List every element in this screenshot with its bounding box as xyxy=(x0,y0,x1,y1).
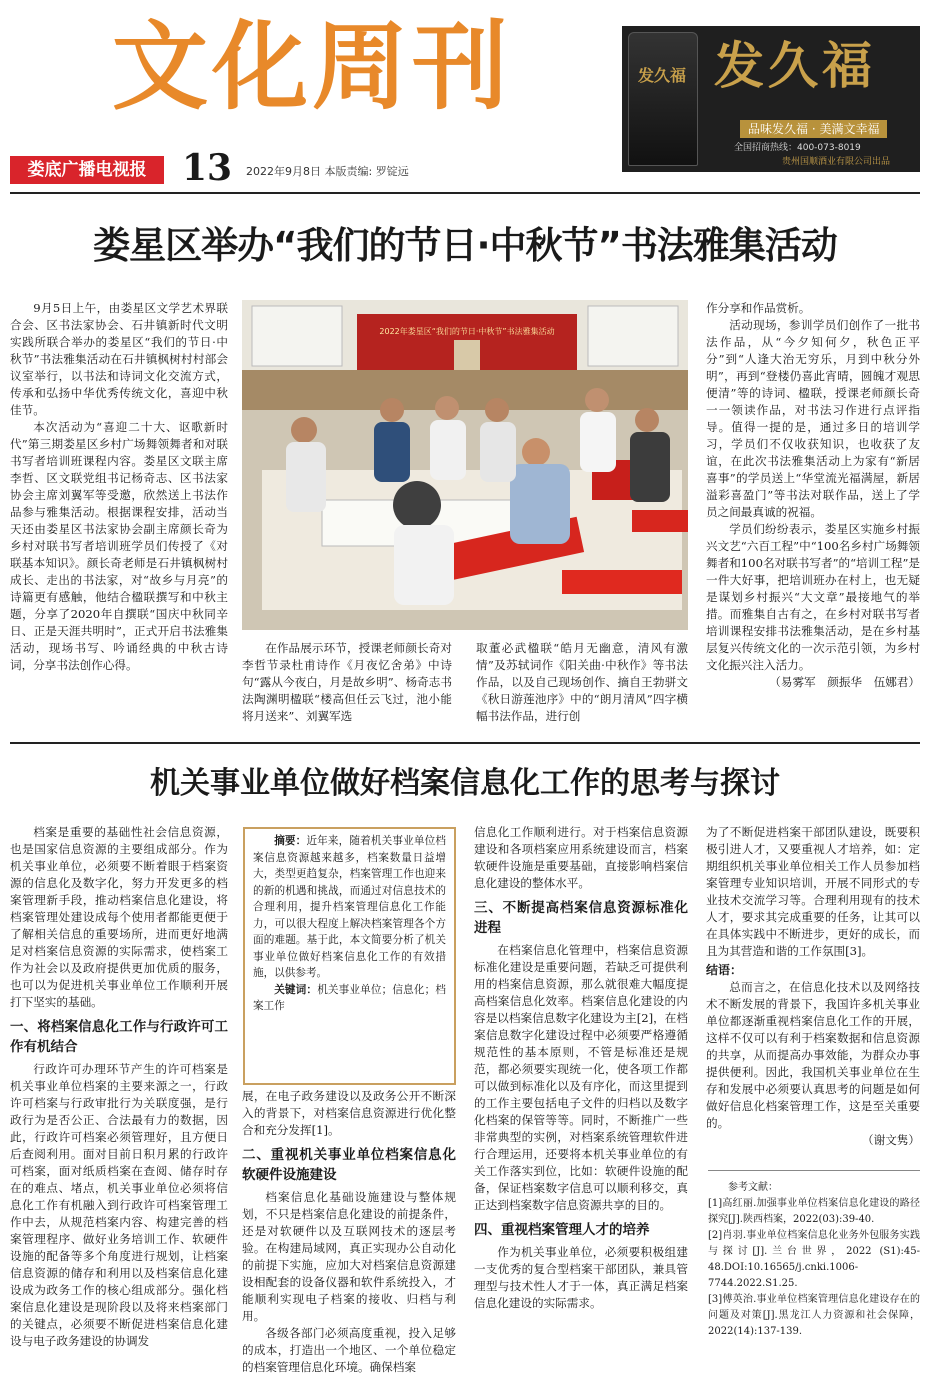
paragraph: 各级各部门必须高度重视，投入足够的成本，打造出一个地区、一个单位稳定的档案管理信息化环境。确保档案 xyxy=(242,1326,456,1374)
abstract-box xyxy=(243,827,456,1085)
paragraph: 总而言之，在信息化技术以及网络技术不断发展的背景下，我国许多机关事业单位都逐渐重视档案信息化工作的开展，这样不仅可以有利于档案数据和信息资源的共享，从而提高办事效能，为群众办事提供便利。因此，我国机关事业单位在生存和发展中必须要认真思考的问题是如何做好信息化档案管理工作，这是至关重要的。 xyxy=(706,980,920,1130)
keywords-text: 机关事业单位；信息化；档案工作 xyxy=(253,983,447,1012)
divider xyxy=(10,192,920,194)
divider xyxy=(708,1170,920,1171)
article2-column-4 xyxy=(706,824,920,1164)
advertisement xyxy=(622,26,920,172)
calligraphy-event-image xyxy=(242,300,688,630)
paragraph: 作为机关事业单位，必须要积极组建一支优秀的复合型档案干部团队，兼具管理型与技术性人才于一体，真正满足档案信息化建设的实际需求。 xyxy=(474,1245,688,1310)
byline: （易雾军 颜振华 伍娜君） xyxy=(769,675,920,689)
section-heading: 一、将档案信息化工作与行政许可工作有机结合 xyxy=(10,1019,228,1055)
ad-slogan: 品味发久福 · 美满文幸福 xyxy=(740,120,887,138)
byline: （谢文隽） xyxy=(862,1133,920,1147)
article1-column-1 xyxy=(10,300,228,730)
paragraph: 在作品展示环节，授课老师颜长奇对李哲节录杜甫诗作《月夜忆舍弟》中诗句“露从今夜白，月是故乡明”、杨奇志书法陶渊明楹联“楼高但任云飞过，池小能将月送来”、刘翼军选 xyxy=(242,641,452,723)
paragraph: 学员们纷纷表示，娄星区实施乡村振兴文艺“六百工程”中“100名乡村广场舞领舞者和100名对联书写者”的“培训工程”是一件大好事，把培训班办在村上，也无疑是谋划乡村振兴“大文章”最接地气的举措。而雅集自古有之，在乡村对联书写者培训课程安排书法雅集活动，是在乡村基层复兴传统文化的一次示范引领，为乡村文化振兴注入活力。 xyxy=(706,522,920,672)
abstract xyxy=(253,833,446,982)
section-heading: 二、重视机关事业单位档案信息化软硬件设施建设 xyxy=(242,1147,456,1183)
paragraph: 行政许可办理环节产生的许可档案是机关事业单位档案的主要来源之一，行政许可档案与行政审批行为关联度强，是行政行为是否公正、合法最有力的数据，因此，行政许可档案必须管理好，且方便日后查阅利用。面对目前日积月累的行政许可档案，面对纸质档案在查阅、储存时存在的难点、堵点，机关事业单位必须将信息化工作有机融入到行政许可档案管理工作中去，从规范档案内容、构建完善的档案管理程序、做好业务培训工作、软硬件设施的配备等多个角度进行规划，让档案信息资源的储存和利用以及档案信息化建设成为政务工作的核心组成部分。强化档案信息化建设是现阶段以及将来档案部门的关键点，必须要不断促进档案信息化建设与电子政务建设的协调发 xyxy=(10,1062,228,1348)
page-number: 13 xyxy=(182,147,233,189)
liquor-bottle-icon xyxy=(628,32,698,166)
paragraph: 活动现场，参训学员们创作了一批书法作品，从“今夕知何夕，秋色正平分”到“人逢大治无穷乐，月到中秋分外明”，再到“登楼仍喜此宵晴，圆魄才观思便清”等的诗词、楹联，授课老师颜长奇一一领读作品，对书法习作进行点评指导。值得一提的是，通过多日的培训学习，学员们不仅收获知识，也收获了友谊，在此次书法雅集活动上为家有“新居喜事”的学员送上“华堂流光福满屋，新居溢彩喜盈门”等书法对联作品，送上了学员之间最真诚的祝福。 xyxy=(706,318,920,519)
article1-column-4 xyxy=(706,300,920,730)
ad-brand: 发久福 xyxy=(714,36,876,95)
paragraph: 为了不断促进档案干部团队建设，既要积极引进人才，又要重视人才培养，如：定期组织机关事业单位相关工作人员参加档案管理专业知识培训，开展不同形式的专业技术交流学习等。合理利用现有的技术人才，要求其完成重要的任务，让其可以在具体实践中不断进步，更好的成长，而且为其营造和谐的工作氛围[3]。 xyxy=(706,825,920,958)
references-title: 参考文献： xyxy=(728,1182,778,1193)
paper-name-badge: 娄底广播电视报 xyxy=(10,156,164,184)
section-title: 文化周刊 xyxy=(112,11,512,123)
reference-item: [2]肖羽.事业单位档案信息化业务外包服务实践与探讨[J].兰台世界，2022 (S1):45-48.DOI:10.16565/j.cnki.1006-7744.2022.S1.25. xyxy=(708,1230,920,1289)
paragraph: 取董必武楹联“皓月无幽意，清风有激情”及苏轼词作《阳关曲·中秋作》等书法作品，以及自己现场创作、摘自王勃骈文《秋日游莲池序》中的“朗月清风”四字横幅书法作品，进行创 xyxy=(476,641,688,723)
article2-column-2 xyxy=(242,1088,456,1390)
article2-headline: 机关事业单位做好档案信息化工作的思考与探讨 xyxy=(150,766,780,801)
paragraph: 档案信息化基础设施建设与整体规划，不只是档案信息化建设的前提条件，还是对软硬件以及互联网技术的逐层考验。在构建局域网，真正实现办公自动化的前提下实施，应加大对档案信息资源建设相配套的设备仪器和软件系统投入，才能顺利实现电子档案的接收、归档与利用。 xyxy=(242,1190,456,1323)
conclusion-label: 结语： xyxy=(706,963,743,977)
article1-column-3 xyxy=(476,640,688,730)
section-heading: 三、不断提高档案信息资源标准化进程 xyxy=(474,900,688,936)
article2-column-1 xyxy=(10,824,228,1390)
reference-item: [1]高红丽.加强事业单位档案信息化建设的路径探究[J].陕西档案，2022(03):39-40. xyxy=(708,1198,920,1225)
article1-column-2 xyxy=(242,640,452,730)
divider xyxy=(10,742,920,744)
event-photo xyxy=(242,300,688,630)
article1-headline: 娄星区举办“我们的节日·中秋节”书法雅集活动 xyxy=(93,224,837,267)
issue-info: 2022年9月8日 本版责编: 罗锭远 xyxy=(246,165,409,178)
keywords xyxy=(253,982,446,1015)
article2-column-3 xyxy=(474,824,688,1390)
paragraph: 9月5日上午，由娄星区文学艺术界联合会、区书法家协会、石井镇新时代文明实践所联合举办的娄星区“我们的节日·中秋节”书法雅集活动在石井镇枫树村村部会议室举行，以书法和诗词文化交流方式，传承和弘扬中华优秀传统文化，喜迎中秋佳节。 xyxy=(10,301,228,417)
photo-banner-text: 2022年娄星区“我们的节日·中秋节”书法雅集活动 xyxy=(379,327,555,336)
abstract-text: 近年来，随着机关事业单位档案信息资源越来越多，档案数量日益增大，类型更趋复杂，档案管理工作也迎来的新的机遇和挑战，而通过对信息技术的合理利用，提升档案管理信息化工作能力，可以很大程度上解决档案管理各个方面的难题。基于此，本文简要分析了机关事业单位做好档案信息化工作的有效措施，以供参考。 xyxy=(253,835,447,979)
paragraph: 展，在电子政务建设以及政务公开不断深入的背景下，对档案信息资源进行优化整合和充分发挥[1]。 xyxy=(242,1089,456,1137)
paragraph: 档案是重要的基础性社会信息资源，也是国家信息资源的主要组成部分。作为机关事业单位，必须要不断着眼于档案资源的信息化及数字化，努力开发更多的档案管理新手段，推动档案信息化建设，将档案管理处建设成每个使用者都能更便于了解相关信息的重要场所，进而更好地满足对档案信息资源的实际需求，使档案工作为社会以及政府提供更加优质的服务，也可以为促进机关事业单位工作顺利开展打下坚实的基础。 xyxy=(10,825,228,1009)
reference-item: [3]傅英治.事业单位档案管理信息化建设存在的问题及对策[J].黑龙江人力资源和社会保障，2022(14):137-139. xyxy=(708,1294,920,1337)
bottle-label: 发久福 xyxy=(637,66,686,85)
abstract-label: 摘要： xyxy=(274,835,307,847)
references xyxy=(708,1180,920,1340)
paragraph: 本次活动为“喜迎二十大、讴歌新时代”第三期娄星区乡村广场舞领舞者和对联书写者培训班课程内容。娄星区文联主席李哲、区文联党组书记杨奇志、区书法家协会主席刘翼军等受邀，欣然送上书法作品参与雅集活动。根据课程安排，活动当天还由娄星区书法家协会副主席颜长奇为乡村对联书写者培训班学员们传授了《对联基本知识》。颜长奇老师是石井镇枫树村成长、走出的书法家，对“故乡与月亮”的诗篇更有感触，他结合楹联撰写和中秋主题，分享了2020年自撰联“国庆中秋同辛日、正是天涯共明时”，正式开启书法雅集活动，现场书写、吟诵经典的中秋古诗词，分享书法创作心得。 xyxy=(10,420,228,672)
paragraph: 在档案信息化管理中，档案信息资源标准化建设是重要问题，若缺乏可提供利用的档案信息资源，那么就很难大幅度提高档案信息化效率。档案信息化建设的内容是以档案信息数字化建设为主[2]，在档案信息数字化建设过程中必须要严格遵循规范性的基本原则，不管是标准还是规范，都必须要实现统一化，使各项工作都可以做到标准化以及有序化，而这里提到的工作主要包括电子文件的归档以及数字化档案的保管等等。同时，不断推广一些非常典型的实例，对档案系统管理软件进行合理运用，还要将本机关事业单位的有关工作落实到位，比如：软硬件设施的配备，保证档案数字信息可以顺利移交，真正达到档案数字信息资源共享的目的。 xyxy=(474,943,688,1212)
paragraph: 信息化工作顺利进行。对于档案信息资源建设和各项档案应用系统建设而言，档案软硬件设施是重要基础，直接影响档案信息化建设的整体水平。 xyxy=(474,825,688,890)
section-heading: 四、重视档案管理人才的培养 xyxy=(474,1222,650,1238)
paragraph: 作分享和作品赏析。 xyxy=(706,301,811,315)
ad-company: 贵州国顺酒业有限公司出品 xyxy=(782,157,891,167)
ad-phone: 全国招商热线：400-073-8019 xyxy=(734,143,861,153)
keywords-label: 关键词： xyxy=(274,983,318,996)
